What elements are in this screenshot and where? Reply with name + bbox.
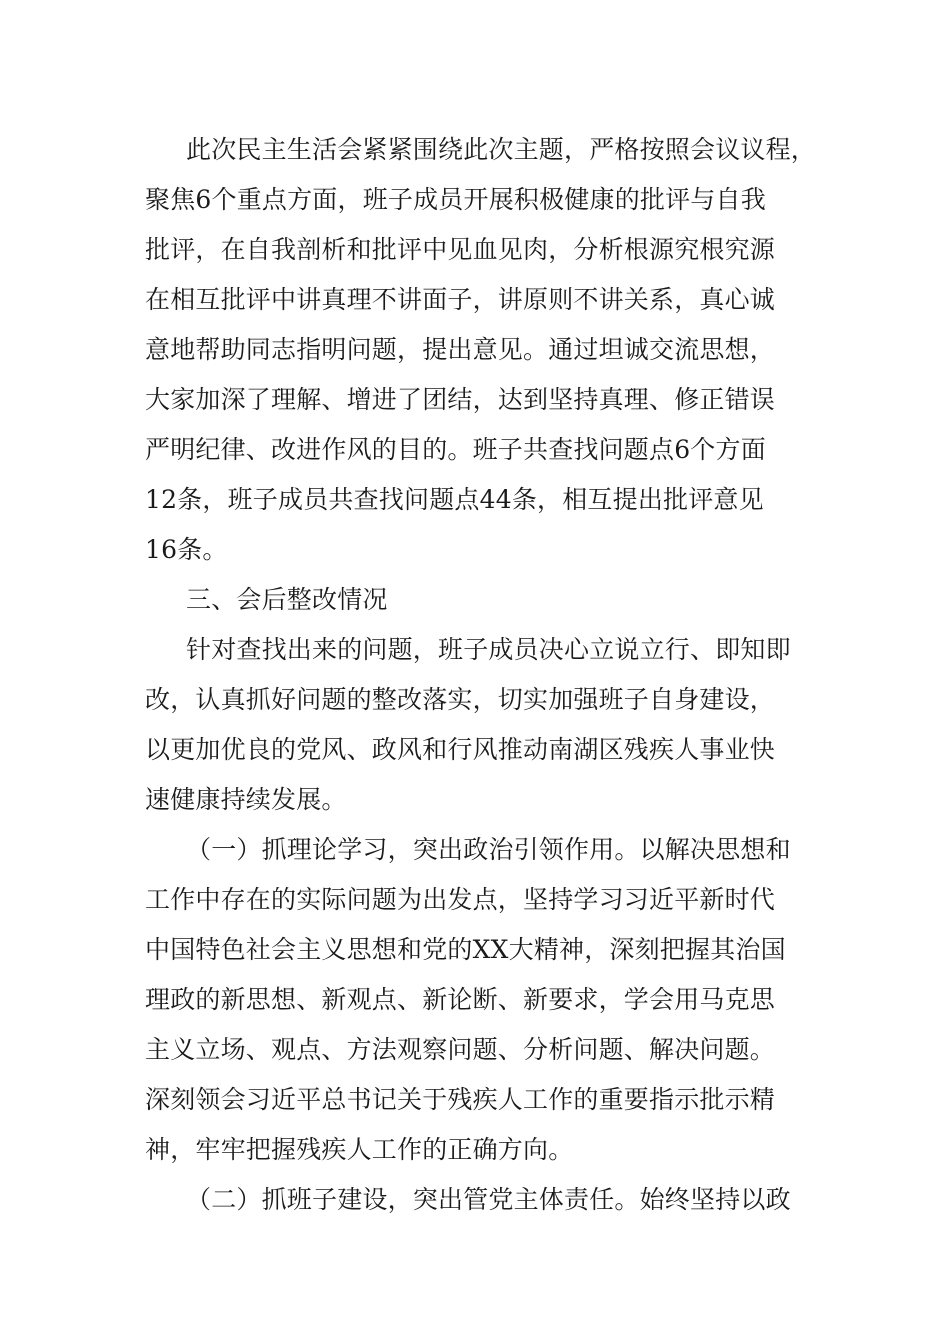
paragraph-line: 16条。	[145, 535, 228, 564]
paragraph-line: 12条，班子成员共查找问题点44条，相互提出批评意见	[145, 485, 764, 514]
paragraph-line: 意地帮助同志指明问题，提出意见。通过坦诚交流思想，	[145, 335, 776, 364]
paragraph-line: 严明纪律、改进作风的目的。班子共查找问题点6个方面	[145, 435, 766, 464]
paragraph-line: 中国特色社会主义思想和党的XX大精神，深刻把握其治国	[145, 935, 786, 964]
paragraph-line: 聚焦6个重点方面，班子成员开展积极健康的批评与自我	[145, 185, 766, 214]
paragraph-line: 以更加优良的党风、政风和行风推动南湖区残疾人事业快	[145, 735, 776, 764]
paragraph-line: 深刻领会习近平总书记关于残疾人工作的重要指示批示精	[145, 1085, 776, 1114]
paragraph-line: 工作中存在的实际问题为出发点，坚持学习习近平新时代	[145, 885, 776, 914]
paragraph-line: 改，认真抓好问题的整改落实，切实加强班子自身建设，	[145, 685, 776, 714]
paragraph-line: 理政的新思想、新观点、新论断、新要求，学会用马克思	[145, 985, 776, 1014]
paragraph-line: 大家加深了理解、增进了团结，达到坚持真理、修正错误	[145, 385, 776, 414]
paragraph-line: 在相互批评中讲真理不讲面子，讲原则不讲关系，真心诚	[145, 285, 776, 314]
paragraph-line: 此次民主生活会紧紧围绕此次主题，严格按照会议议程，	[186, 135, 817, 164]
paragraph-line: 神，牢牢把握残疾人工作的正确方向。	[145, 1135, 574, 1164]
paragraph-line: （二）抓班子建设，突出管党主体责任。始终坚持以政	[186, 1185, 791, 1214]
paragraph-line: （一）抓理论学习，突出政治引领作用。以解决思想和	[186, 835, 791, 864]
section-heading: 三、会后整改情况	[186, 585, 388, 614]
paragraph-line: 批评，在自我剖析和批评中见血见肉，分析根源究根究源	[145, 235, 776, 264]
paragraph-line: 针对查找出来的问题，班子成员决心立说立行、即知即	[186, 635, 791, 664]
paragraph-line: 速健康持续发展。	[145, 785, 347, 814]
paragraph-line: 主义立场、观点、方法观察问题、分析问题、解决问题。	[145, 1035, 776, 1064]
